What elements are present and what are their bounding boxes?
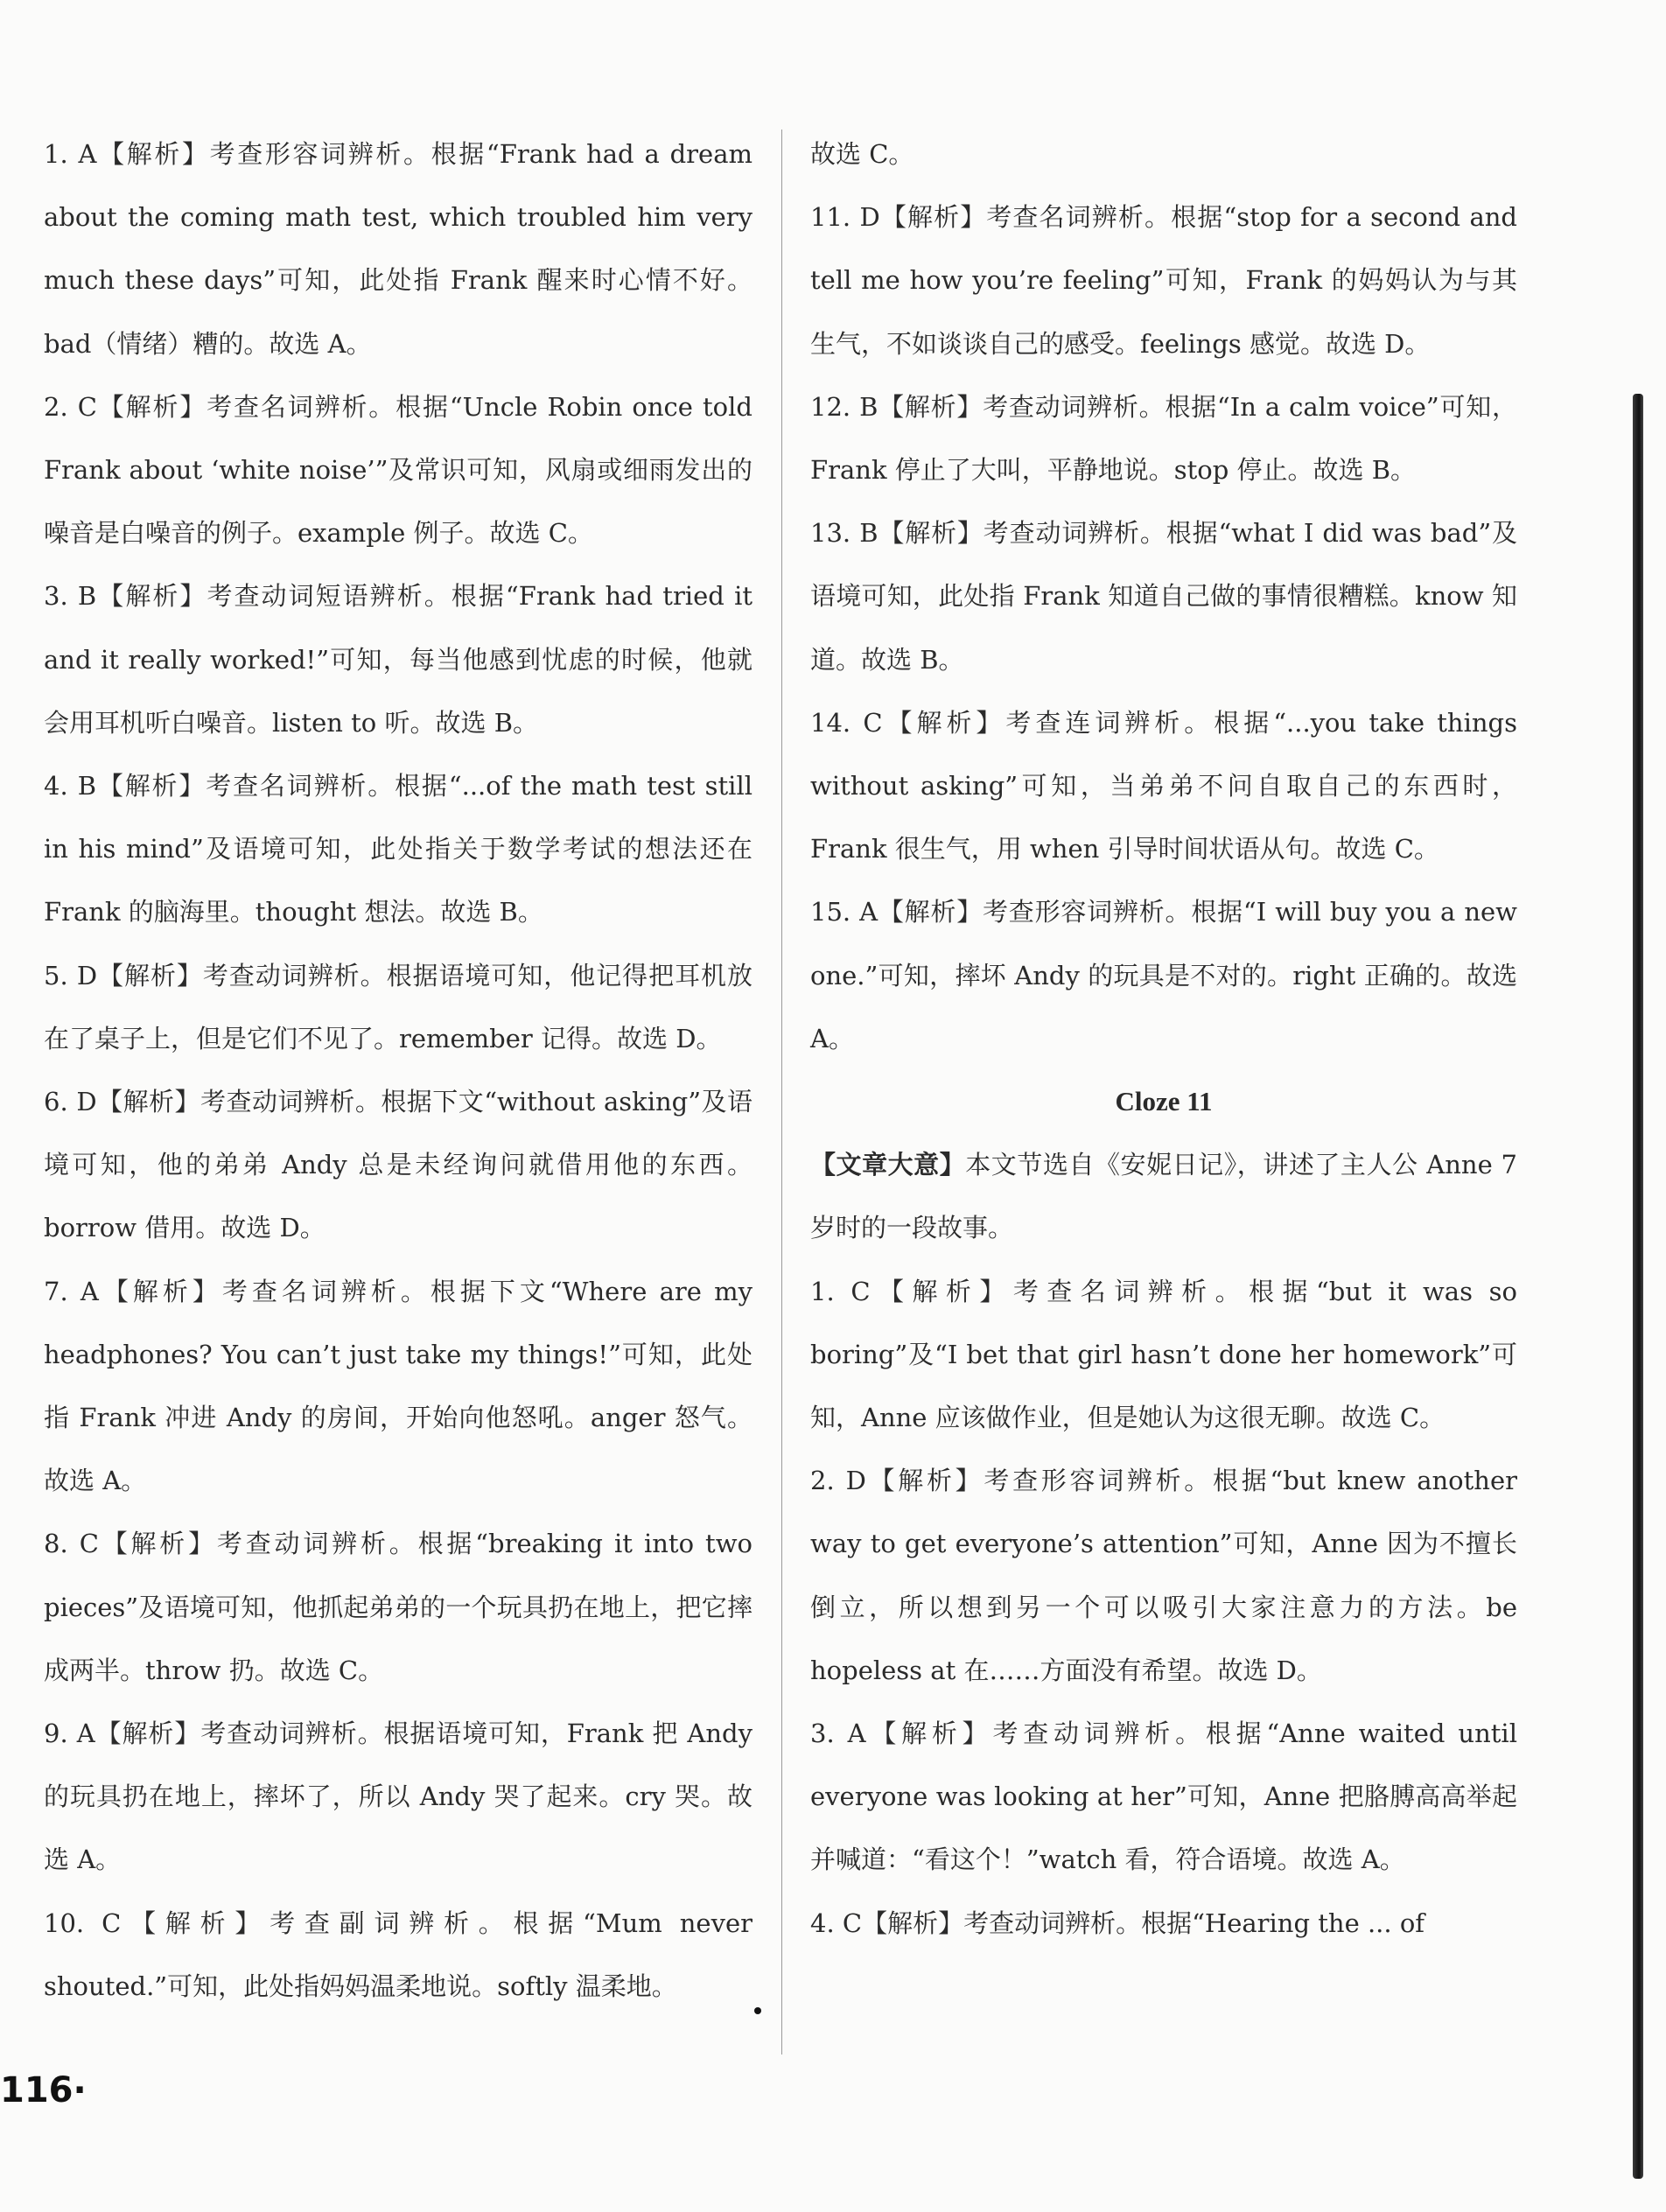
ink-dot	[754, 2007, 761, 2014]
answer-entry: 11. D【解析】考查名词辨析。根据“stop for a second and tell me how you’re feeling”可知，Frank 的妈妈认为与其生气，不如谈谈自己的感受。feelings 感觉。故选 D。	[810, 202, 1517, 359]
answer-entry: 9. A【解析】考查动词辨析。根据语境可知，Frank 把 Andy 的玩具扔在地上，摔坏了，所以 Andy 哭了起来。cry 哭。故选 A。	[44, 1718, 752, 1875]
answer-entry: 13. B【解析】考查动词辨析。根据“what I did was bad”及语境可知，此处指 Frank 知道自己做的事情很糟糕。know 知道。故选 B。	[810, 518, 1517, 675]
answer-entry: 3. A【解析】考查动词辨析。根据“Anne waited until everyone was looking at her”可知，Anne 把胳膊高高举起并喊道：“看这个！”watch 看，符合语境。故选 A。	[810, 1718, 1517, 1875]
answer-entry: 5. D【解析】考查动词辨析。根据语境可知，他记得把耳机放在了桌子上，但是它们不见了。remember 记得。故选 D。	[44, 960, 752, 1054]
answer-entry: 2. D【解析】考查形容词辨析。根据“but knew another way to get everyone’s attention”可知，Anne 因为不擅长倒立，所以想到另一个可以吸引大家注意力的方法。be hopeless at 在……方面没有希望。故选 D。	[810, 1466, 1517, 1685]
page-number: 116·	[0, 2070, 87, 2110]
summary-label: 【文章大意】	[810, 1150, 966, 1180]
answer-entry: 15. A【解析】考查形容词辨析。根据“I will buy you a new one.”可知，摔坏 Andy 的玩具是不对的。right 正确的。故选 A。	[810, 897, 1517, 1054]
column-divider	[781, 130, 782, 2054]
answer-entry: 14. C【解析】考查连词辨析。根据“...you take things without asking”可知，当弟弟不问自取自己的东西时，Frank 很生气，用 when 引导时间状语从句。故选 C。	[810, 707, 1517, 864]
right-column	[810, 122, 1517, 1955]
summary-text: 本文节选自《安妮日记》，讲述了主人公 Anne 7 岁时的一段故事。	[810, 1150, 1517, 1243]
answer-entry: 10. C【解析】考查副词辨析。根据“Mum never shouted.”可知，此处指妈妈温柔地说。softly 温柔地。	[44, 1908, 752, 2001]
answer-entry: 1. C【解析】考查名词辨析。根据“but it was so boring”及“I bet that girl hasn’t done her homework”可知，Anne 应该做作业，但是她认为这很无聊。故选 C。	[810, 1276, 1517, 1433]
answer-entry: 12. B【解析】考查动词辨析。根据“In a calm voice”可知，Frank 停止了大叫，平静地说。stop 停止。故选 B。	[810, 391, 1517, 486]
answer-entry: 6. D【解析】考查动词辨析。根据下文“without asking”及语境可知，他的弟弟 Andy 总是未经询问就借用他的东西。borrow 借用。故选 D。	[44, 1087, 752, 1243]
answer-entry: 4. C【解析】考查动词辨析。根据“Hearing the ... of	[810, 1908, 1425, 1938]
left-column	[44, 122, 752, 2018]
page-spine-edge	[1633, 394, 1643, 2179]
answer-entry: 8. C【解析】考查动词辨析。根据“breaking it into two pieces”及语境可知，他抓起弟弟的一个玩具扔在地上，把它摔成两半。throw 扔。故选 C。	[44, 1529, 752, 1685]
article-summary	[810, 1133, 1517, 1259]
answer-entry: 3. B【解析】考查动词短语辨析。根据“Frank had tried it and it really worked!”可知，每当他感到忧虑的时候，他就会用耳机听白噪音。listen to 听。故选 B。	[44, 581, 752, 738]
section-heading: Cloze 11	[1115, 1086, 1213, 1117]
answer-entry: 4. B【解析】考查名词辨析。根据“...of the math test still in his mind”及语境可知，此处指关于数学考试的想法还在 Frank 的脑海里。thought 想法。故选 B。	[44, 771, 752, 928]
answer-entry: 2. C【解析】考查名词辨析。根据“Uncle Robin once told Frank about ‘white noise’”及常识可知，风扇或细雨发出的噪音是白噪音的例子。example 例子。故选 C。	[44, 391, 752, 549]
answer-entry: 7. A【解析】考查名词辨析。根据下文“Where are my headphones? You can’t just take my things!”可知，此处指 Frank 冲进 Andy 的房间，开始向他怒吼。anger 怒气。故选 A。	[44, 1276, 752, 1496]
answer-entry: 故选 C。	[810, 139, 914, 169]
answer-entry: 1. A【解析】考查形容词辨析。根据“Frank had a dream about the coming math test, which troubled him very much these days”可知，此处指 Frank 醒来时心情不好。bad（情绪）糟的。故选 A。	[44, 139, 752, 359]
